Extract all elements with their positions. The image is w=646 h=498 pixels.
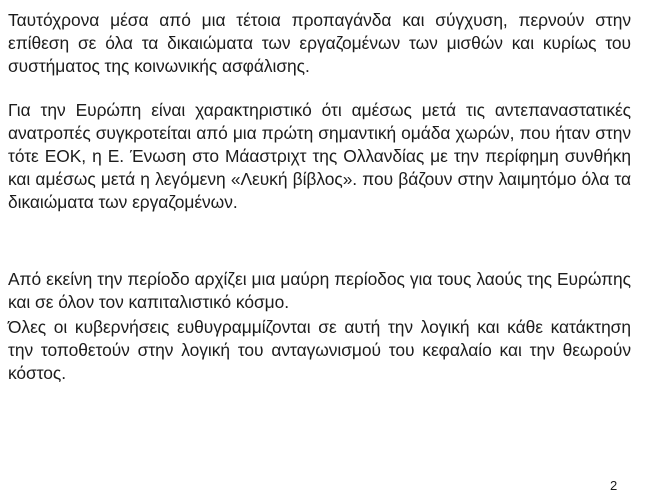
- paragraph-3: Από εκείνη την περίοδο αρχίζει μια μαύρη περίοδος για τους λαούς της Ευρώπης και σε όλον τον καπιταλιστικό κόσμο.: [8, 269, 631, 312]
- paragraph-2: Για την Ευρώπη είναι χαρακτηριστικό ότι αμέσως μετά τις αντεπαναστατικές ανατροπές συγκροτείται από μια πρώτη σημαντική ομάδα χωρών, που ήταν στην τότε ΕΟΚ, η Ε. Ένωση στο Μάαστριχτ της Ολλανδίας με την περίφημη συνθήκη και αμέσως μετά η λεγόμενη «Λευκή βίβλος». που βάζουν στην λαιμητόμο όλα τα δικαιώματα των εργαζομένων.: [8, 100, 631, 212]
- paragraph-1: Ταυτόχρονα μέσα από μια τέτοια προπαγάνδα και σύγχυση, περνούν στην επίθεση σε όλα τα δικαιώματα των εργαζομένων των μισθών και κυρίως του συστήματος της κοινωνικής ασφάλισης.: [8, 10, 631, 76]
- page-number: 2: [610, 478, 618, 493]
- paragraph-4: Όλες οι κυβερνήσεις ευθυγραμμίζονται σε αυτή την λογική και κάθε κατάκτηση την τοποθετούν στην λογική του ανταγωνισμού του κεφαλαίο και την θεωρούν κόστος.: [8, 317, 631, 383]
